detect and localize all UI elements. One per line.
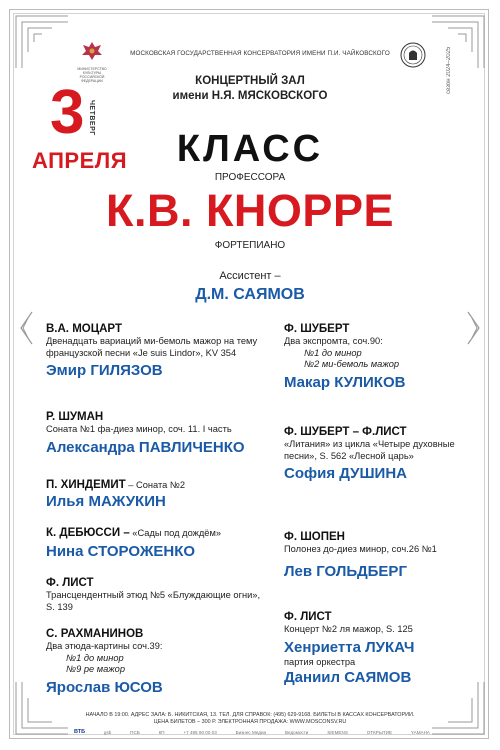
performer: Илья МАЖУКИН [46,493,166,510]
composer: П. ХИНДЕМИТ [46,479,126,491]
composer: Ф. ШУБЕРТ [284,323,350,335]
conservatory-logo [400,42,426,73]
composer: С. РАХМАНИНОВ [46,628,144,640]
title-klass: КЛАСС [176,128,324,170]
composer: Ф. ЛИСТ [284,611,332,623]
sponsor-siemens: SIEMENS [327,729,348,735]
work-sub-2: №2 ми-бемоль мажор [304,359,400,369]
work-title: Двенадцать вариаций ми-бемоль мажор на тему французской песни «Je suis Lindor», KV 354 [46,336,258,358]
instrument-label: ФОРТЕПИАНО [214,240,286,251]
eagle-emblem-icon [80,40,104,62]
work-sub-1: №1 до минор [304,347,362,358]
sponsor-yamaha: YAMAHA [410,729,430,735]
work-title: Два экспромта, соч.90: [284,336,383,346]
orchestra-performer: Даниил САЯМОВ [284,669,412,686]
corner-ornament-top-right [428,12,488,72]
footer-info: НАЧАЛО В 19:00. АДРЕС ЗАЛА: Б. НИКИТСКАЯ, 13. ТЕЛ. ДЛЯ СПРАВОК: (495) 629-9168. БИЛЕТЫ В КАССАХ КОНСЕРВАТОРИИ. [85,712,415,718]
sponsor-psb: ПСБ [130,729,140,735]
season-label: сезон 2024–2025 [446,46,452,94]
program-item-schubert [284,322,474,392]
professor-name: К.В. КНОРРЕ [106,185,394,236]
sponsor-otkrytie: ОТКРЫТИЕ [366,729,393,735]
performer: Макар КУЛИКОВ [284,373,406,391]
title-professor: ПРОФЕССОРА [214,172,286,183]
footer-tickets: ЦЕНА БИЛЕТОВ – 300 Р. ЭЛЕКТРОННАЯ ПРОДАЖА: WWW.MOSCONSV.RU [153,719,347,725]
composer: К. ДЕБЮССИ – [46,527,130,539]
program-item-liszt [46,576,266,613]
work-title: Соната №1 фа-диез минор, соч. 11. I часть [46,424,232,434]
sponsor-kp: КП [158,729,165,735]
work-sub-1: №1 до минор [66,652,124,663]
chevron-left-icon [18,310,34,346]
hall-line-1: КОНЦЕРТНЫЙ ЗАЛ [195,75,305,87]
sponsor-vtb: ВТБ [74,729,86,735]
work-title: – Соната №2 [125,480,186,490]
hall-line-2: имени Н.Я. МЯСКОВСКОГО [172,90,328,102]
conservatory-emblem-icon [400,42,426,68]
sponsor-strip [72,729,432,735]
work-title: «Сады под дождём» [129,528,222,538]
program-item-schubert-liszt [284,425,469,483]
work-title: Два этюда-картины соч.39: [46,641,163,651]
hall-name [120,74,380,104]
program-item-debussy [46,525,266,561]
program-item-chopin [284,530,474,581]
orchestra-label: партия оркестра [284,656,356,667]
performer: София ДУШИНА [284,465,407,482]
performer: Эмир ГИЛЯЗОВ [46,362,163,379]
composer: Ф. ЛИСТ [46,577,94,589]
performer: Ярослав ЮСОВ [46,678,163,696]
performer: Нина СТОРОЖЕНКО [46,543,196,560]
sponsor-vedomosti: Ведомости [284,729,309,735]
program-item-mozart [46,322,266,380]
program-item-rachmaninov [46,627,266,697]
concert-weekday: ЧЕТВЕРГ [88,100,95,136]
sponsor-phone: +7 495 90 00 03 [183,729,217,735]
ministry-logo [72,40,112,83]
corner-ornament-top-left [12,12,72,72]
work-title: Полонез до-диез минор, соч.26 №1 [284,544,437,554]
work-title: Концерт №2 ля мажор, S. 125 [284,624,413,634]
composer: Ф. ШУБЕРТ – Ф.ЛИСТ [284,426,407,438]
composer: Р. ШУМАН [46,411,104,423]
work-title: «Литания» из цикла «Четыре духовные песни», S. 562 «Лесной царь» [284,439,455,461]
work-sub-2: №9 ре мажор [66,664,126,674]
corner-ornament-bottom-right [428,678,488,738]
performer: Лев ГОЛЬДБЕРГ [284,562,407,580]
institution-name: МОСКОВСКАЯ ГОСУДАРСТВЕННАЯ КОНСЕРВАТОРИЯ ИМЕНИ П.И. ЧАЙКОВСКОГО [130,50,390,57]
performer: Хенриетта ЛУКАЧ [284,638,415,656]
composer: В.А. МОЦАРТ [46,323,122,335]
performer: Александра ПАВЛИЧЕНКО [46,438,245,456]
sponsor-gsb: gsb [103,729,112,735]
ministry-label: МИНИСТЕРСТВО КУЛЬТУРЫ РОССИЙСКОЙ ФЕДЕРАЦИИ [77,67,107,83]
program-item-hindemith [46,477,266,511]
program-item-liszt-concerto [284,610,474,687]
assistant-label: Ассистент – [219,270,281,282]
sponsor-business-media: Бизнес Медиа [235,729,267,735]
program-item-schumann [46,410,266,457]
assistant-name: Д.М. САЯМОВ [195,286,305,303]
work-title: Трансцендентный этюд №5 «Блуждающие огни», S. 139 [46,590,261,612]
concert-day: 3 [50,78,85,147]
composer: Ф. ШОПЕН [284,531,345,543]
concert-month: АПРЕЛЯ [32,148,128,173]
